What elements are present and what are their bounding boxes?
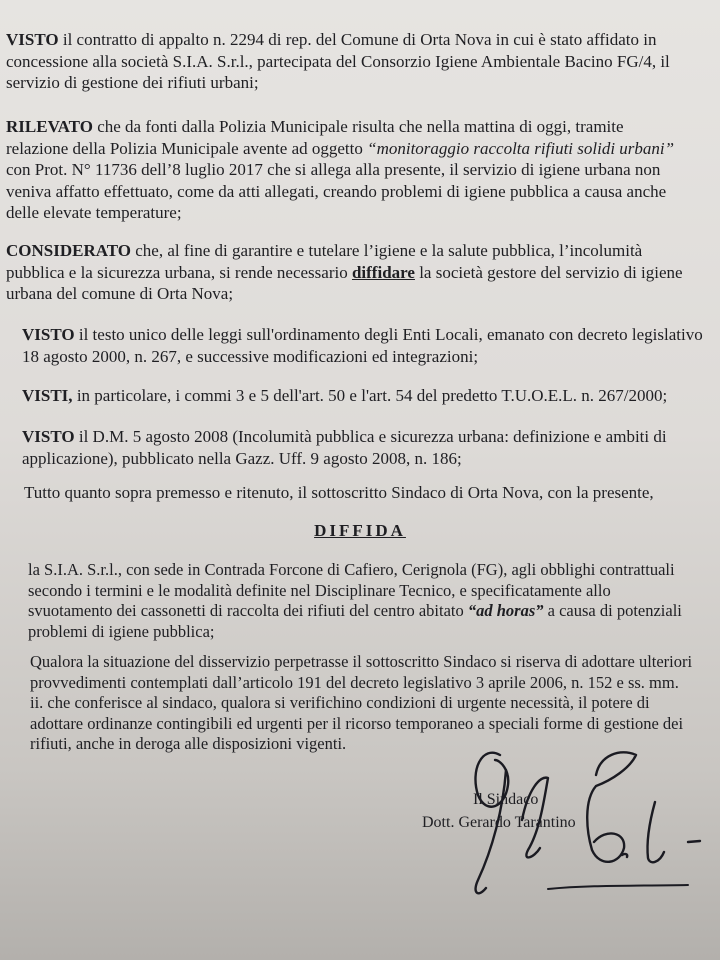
signature-role: Il Sindaco <box>473 791 539 808</box>
paragraph-premesso: Tutto quanto sopra premesso e ritenuto, il sottoscritto Sindaco di Orta Nova, con la presente, <box>24 483 654 502</box>
paragraph-visto-dm: VISTO il D.M. 5 agosto 2008 (Incolumità pubblica e sicurezza urbana: definizione e ambiti di applicazione), pubblicato nella Gazz. Uff. 9 agosto 2008, n. 186; <box>22 427 667 468</box>
keyword-diffidare: diffidare <box>351 262 415 282</box>
report-subject: “monitoraggio raccolta rifiuti solidi urbani” <box>367 138 675 158</box>
paragraph-qualora: Qualora la situazione del disservizio perpetrasse il sottoscritto Sindaco si riserva di adottare ulteriori provvedimenti contemplati dall’articolo 191 del decreto legislativo 3 aprile 2006, n. 152 e ss. mm. ii. che conferisce al sindaco, qualora si verifichino condizioni di urgente necessità, il potere di adottare ordinanze contingibili ed urgenti per il ricorso temporaneo a speciali forme di gestione dei rifiuti, anche in deroga alle disposizioni vigenti. <box>30 652 693 753</box>
keyword-visti: VISTI, <box>22 386 73 405</box>
ad-horas: “ad horas” <box>467 601 544 620</box>
keyword-rilevato: RILEVATO <box>6 117 93 136</box>
paragraph-visto-contratto: VISTO il contratto di appalto n. 2294 di rep. del Comune di Orta Nova in cui è stato affidato in concessione alla società S.I.A. S.r.l., partecipata del Consorzio Igiene Ambientale Bacino FG/4, il servizio di gestione dei rifiuti urbani; <box>6 30 670 92</box>
keyword-visto: VISTO <box>6 30 59 49</box>
paragraph-rilevato: RILEVATO che da fonti dalla Polizia Municipale risulta che nella mattina di oggi, tramite relazione della Polizia Municipale avente ad oggetto “monitoraggio raccolta rifiuti solidi urbani” con Prot. N° 11736 dell’8 luglio 2017 che si allega alla presente, il servizio di igiene urbana non veniva affatto effettuato, come da atti allegati, creando problemi di igiene pubblica a causa anche delle elevate temperature; <box>6 117 675 222</box>
signature-name: Dott. Gerardo Tarantino <box>422 814 576 831</box>
keyword-considerato: CONSIDERATO <box>6 241 132 260</box>
keyword-visto: VISTO <box>22 325 75 344</box>
keyword-visto: VISTO <box>22 427 75 446</box>
paragraph-diffida-body: la S.I.A. S.r.l., con sede in Contrada Forcone di Cafiero, Cerignola (FG), agli obblighi contrattuali secondo i termini e le modalità definite nel Disciplinare Tecnico, e specificatamente allo svuotamento dei cassonetti di raccolta dei rifiuti del centro abitato “ad horas” a causa di potenziali problemi di igiene pubblica; <box>28 560 682 641</box>
paragraph-visti: VISTI, in particolare, i commi 3 e 5 dell'art. 50 e l'art. 54 del predetto T.U.O.E.L. n. 267/2000; <box>22 386 668 405</box>
paragraph-considerato: CONSIDERATO che, al fine di garantire e tutelare l’igiene e la salute pubblica, l’incolumità pubblica e la sicurezza urbana, si rende necessario diffidare la società gestore del servizio di igiene urbana del comune di Orta Nova; <box>6 241 683 303</box>
diffida-title: DIFFIDA <box>314 521 406 540</box>
paragraph-visto-tuel: VISTO il testo unico delle leggi sull'ordinamento degli Enti Locali, emanato con decreto legislativo 18 agosto 2000, n. 267, e successive modificazioni ed integrazioni; <box>22 325 703 366</box>
